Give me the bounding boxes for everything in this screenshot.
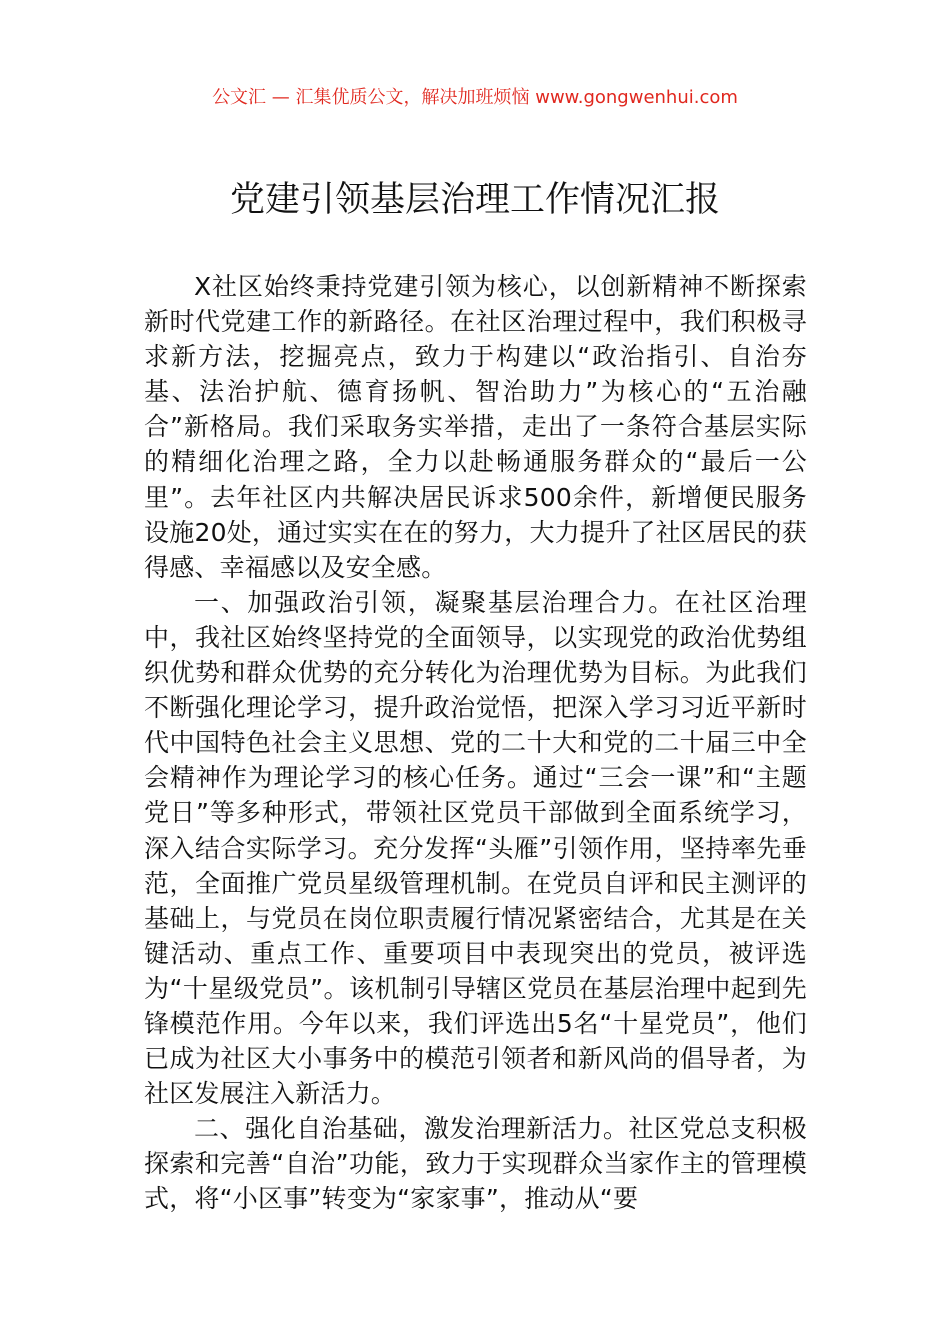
paragraph-section-1: 一、加强政治引领，凝聚基层治理合力。在社区治理中，我社区始终坚持党的全面领导，以实现党的政治优势组织优势和群众优势的充分转化为治理优势为目标。为此我们不断强化理论学习，提升政治觉悟，把深入学习习近平新时代中国特色社会主义思想、党的二十大和党的二十届三中全会精神作为理论学习的核心任务。通过“三会一课”和“主题党日”等多种形式，带领社区党员干部做到全面系统学习，深入结合实际学习。充分发挥“头雁”引领作用，坚持率先垂范，全面推广党员星级管理机制。在党员自评和民主测评的基础上，与党员在岗位职责履行情况紧密结合，尤其是在关键活动、重点工作、重要项目中表现突出的党员，被评选为“十星级党员”。该机制引导辖区党员在基层治理中起到先锋模范作用。今年以来，我们评选出5名“十星党员”，他们已成为社区大小事务中的模范引领者和新风尚的倡导者，为社区发展注入新活力。 [144, 587, 807, 1109]
paragraph-section-2: 二、强化自治基础，激发治理新活力。社区党总支积极探索和完善“自治”功能，致力于实现群众当家作主的管理模式，将“小区事”转变为“家家事”，推动从“要 [144, 1114, 807, 1214]
document-title: 党建引领基层治理工作情况汇报 [229, 180, 720, 220]
document-body [144, 269, 807, 1217]
paragraph-intro: X社区始终秉持党建引领为核心，以创新精神不断探索新时代党建工作的新路径。在社区治理过程中，我们积极寻求新方法，挖掘亮点，致力于构建以“政治指引、自治夯基、法治护航、德育扬帆、智治助力”为核心的“五治融合”新格局。我们采取务实举措，走出了一条符合基层实际的精细化治理之路，全力以赴畅通服务群众的“最后一公里”。去年社区内共解决居民诉求500余件，新增便民服务设施20处，通过实实在在的努力，大力提升了社区居民的获得感、幸福感以及安全感。 [144, 272, 807, 582]
header-banner[interactable]: 公文汇 — 汇集优质公文，解决加班烦恼 www.gongwenhui.com [212, 87, 738, 108]
